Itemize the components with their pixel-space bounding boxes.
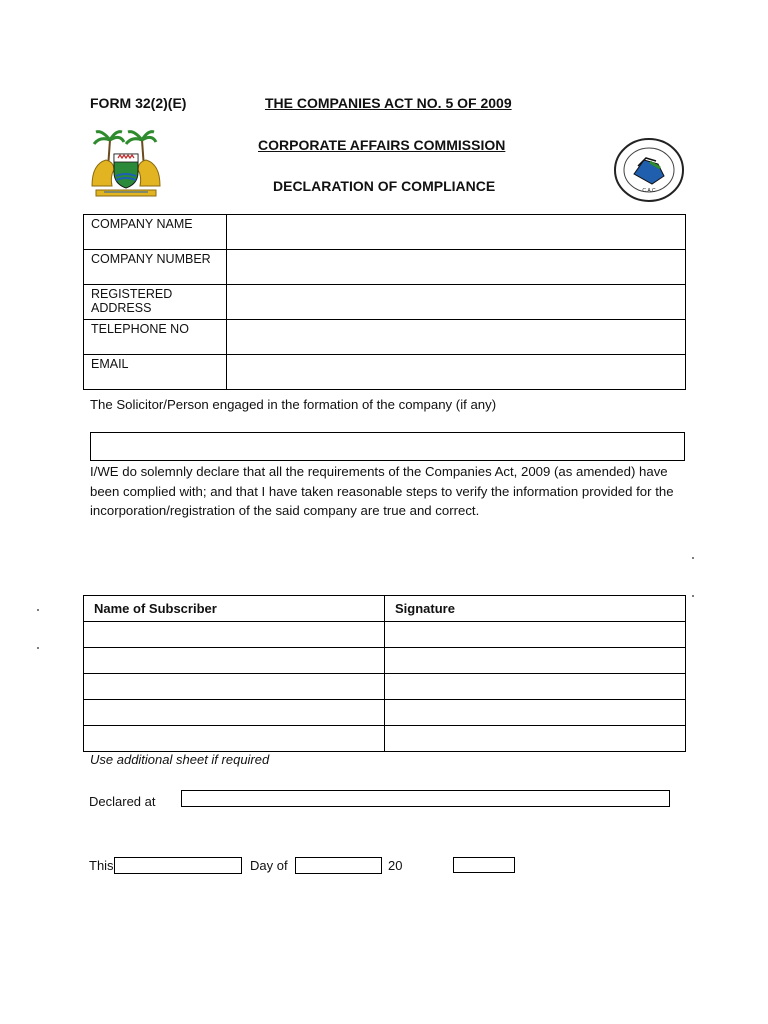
table-row	[84, 726, 686, 752]
year-prefix-label: 20	[388, 858, 403, 873]
telephone-field[interactable]	[227, 320, 686, 355]
subscriber-name-cell[interactable]	[84, 726, 385, 752]
day-of-label: Day of	[250, 858, 288, 873]
declared-at-field[interactable]	[181, 790, 670, 807]
table-row	[84, 622, 686, 648]
telephone-label: TELEPHONE NO	[84, 320, 227, 355]
subscriber-name-cell[interactable]	[84, 674, 385, 700]
table-row	[84, 215, 686, 250]
stray-mark	[692, 557, 694, 559]
commission-title: CORPORATE AFFAIRS COMMISSION	[258, 137, 506, 153]
table-row	[84, 674, 686, 700]
form-number: FORM 32(2)(E)	[90, 95, 187, 111]
registered-address-field[interactable]	[227, 285, 686, 320]
declared-at-label: Declared at	[89, 794, 156, 809]
stray-mark	[692, 595, 694, 597]
table-row	[84, 320, 686, 355]
cac-seal-logo	[612, 136, 686, 204]
solicitor-field[interactable]	[90, 432, 685, 461]
day-field[interactable]	[114, 857, 242, 874]
table-header-row	[84, 596, 686, 622]
email-label: EMAIL	[84, 355, 227, 390]
coat-of-arms-emblem	[86, 128, 166, 200]
company-details-table	[83, 214, 686, 390]
table-row	[84, 250, 686, 285]
solicitor-label: The Solicitor/Person engaged in the formation of the company (if any)	[90, 397, 497, 412]
column-header-name: Name of Subscriber	[84, 596, 385, 622]
email-field[interactable]	[227, 355, 686, 390]
subscriber-name-cell[interactable]	[84, 648, 385, 674]
stray-mark	[37, 609, 39, 611]
stray-mark	[37, 647, 39, 649]
subscriber-signature-cell[interactable]	[385, 648, 686, 674]
subscriber-signature-cell[interactable]	[385, 674, 686, 700]
column-header-signature: Signature	[385, 596, 686, 622]
table-row	[84, 285, 686, 320]
act-title: THE COMPANIES ACT NO. 5 OF 2009	[265, 95, 512, 111]
page-title: DECLARATION OF COMPLIANCE	[273, 178, 496, 194]
company-name-label: COMPANY NAME	[84, 215, 227, 250]
subscriber-signature-cell[interactable]	[385, 700, 686, 726]
month-field[interactable]	[295, 857, 382, 874]
year-field[interactable]	[453, 857, 515, 873]
subscriber-name-cell[interactable]	[84, 622, 385, 648]
company-number-label: COMPANY NUMBER	[84, 250, 227, 285]
subscriber-signature-cell[interactable]	[385, 726, 686, 752]
company-number-field[interactable]	[227, 250, 686, 285]
table-row	[84, 355, 686, 390]
additional-sheet-note: Use additional sheet if required	[90, 752, 270, 767]
seal-text: C.A.C	[642, 188, 656, 194]
declaration-text: I/WE do solemnly declare that all the requirements of the Companies Act, 2009 (as amended) have been complied with; and that I have taken reasonable steps to verify the information provided for the incorporation/registration of the said company are true and correct.	[90, 464, 674, 518]
subscriber-name-cell[interactable]	[84, 700, 385, 726]
this-label: This	[89, 858, 114, 873]
subscribers-table	[83, 595, 686, 752]
subscriber-signature-cell[interactable]	[385, 622, 686, 648]
table-row	[84, 648, 686, 674]
company-name-field[interactable]	[227, 215, 686, 250]
registered-address-label: REGISTERED ADDRESS	[84, 285, 227, 320]
table-row	[84, 700, 686, 726]
